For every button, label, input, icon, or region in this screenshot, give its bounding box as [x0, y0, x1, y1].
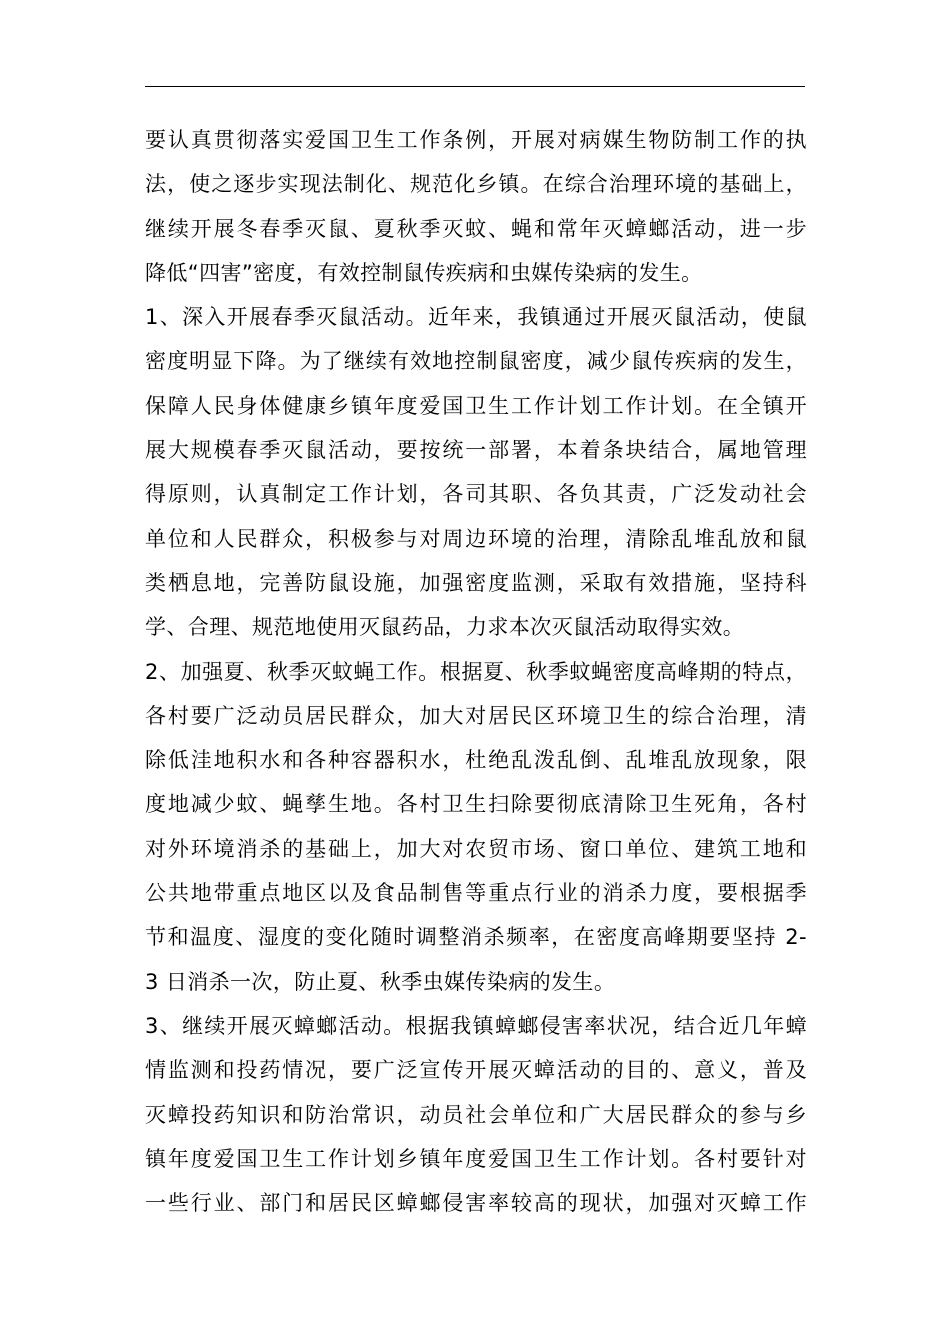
text-line: 除低洼地积水和各种容器积水，杜绝乱泼乱倒、乱堆乱放现象，限 — [145, 748, 807, 773]
text-line: 镇年度爱国卫生工作计划乡镇年度爱国卫生工作计划。各村要针对 — [145, 1146, 807, 1171]
text-line: 3 日消杀一次，防止夏、秋季虫媒传染病的发生。 — [145, 969, 616, 994]
text-line: 一些行业、部门和居民区蟑螂侵害率较高的现状，加强对灭蟑工作 — [145, 1191, 807, 1216]
body-text — [145, 118, 807, 1225]
text-line: 学、合理、规范地使用灭鼠药品，力求本次灭鼠活动取得实效。 — [145, 615, 745, 640]
text-line: 类栖息地，完善防鼠设施，加强密度监测，采取有效措施，坚持科 — [145, 570, 807, 595]
text-line: 法，使之逐步实现法制化、规范化乡镇。在综合治理环境的基础上， — [145, 172, 807, 197]
text-line: 继续开展冬春季灭鼠、夏秋季灭蚊、蝇和常年灭蟑螂活动，进一步 — [145, 216, 807, 241]
text-line: 公共地带重点地区以及食品制售等重点行业的消杀力度，要根据季 — [145, 881, 807, 906]
text-line: 降低“四害”密度，有效控制鼠传疾病和虫媒传染病的发生。 — [145, 260, 703, 285]
text-line: 1、深入开展春季灭鼠活动。近年来，我镇通过开展灭鼠活动，使鼠 — [145, 305, 807, 330]
text-line: 对外环境消杀的基础上，加大对农贸市场、窗口单位、建筑工地和 — [145, 836, 807, 861]
text-line: 灭蟑投药知识和防治常识，动员社会单位和广大居民群众的参与乡 — [145, 1102, 807, 1127]
text-line: 各村要广泛动员居民群众，加大对居民区环境卫生的综合治理，清 — [145, 703, 807, 728]
text-line: 2、加强夏、秋季灭蚊蝇工作。根据夏、秋季蚊蝇密度高峰期的特点， — [145, 659, 807, 684]
text-line: 3、继续开展灭蟑螂活动。根据我镇蟑螂侵害率状况，结合近几年蟑 — [145, 1013, 807, 1038]
text-line: 得原则，认真制定工作计划，各司其职、各负其责，广泛发动社会 — [145, 482, 807, 507]
text-line: 情监测和投药情况，要广泛宣传开展灭蟑活动的目的、意义，普及 — [145, 1058, 807, 1083]
text-line: 节和温度、湿度的变化随时调整消杀频率，在密度高峰期要坚持 2- — [145, 925, 807, 950]
header-rule — [145, 86, 805, 87]
text-line: 要认真贯彻落实爱国卫生工作条例，开展对病媒生物防制工作的执 — [145, 128, 807, 152]
text-line: 展大规模春季灭鼠活动，要按统一部署，本着条块结合，属地管理 — [145, 438, 807, 463]
text-line: 保障人民身体健康乡镇年度爱国卫生工作计划工作计划。在全镇开 — [145, 393, 807, 418]
text-line: 密度明显下降。为了继续有效地控制鼠密度，减少鼠传疾病的发生， — [145, 349, 807, 374]
text-line: 度地减少蚊、蝇孳生地。各村卫生扫除要彻底清除卫生死角，各村 — [145, 792, 807, 817]
text-line: 单位和人民群众，积极参与对周边环境的治理，清除乱堆乱放和鼠 — [145, 526, 807, 551]
